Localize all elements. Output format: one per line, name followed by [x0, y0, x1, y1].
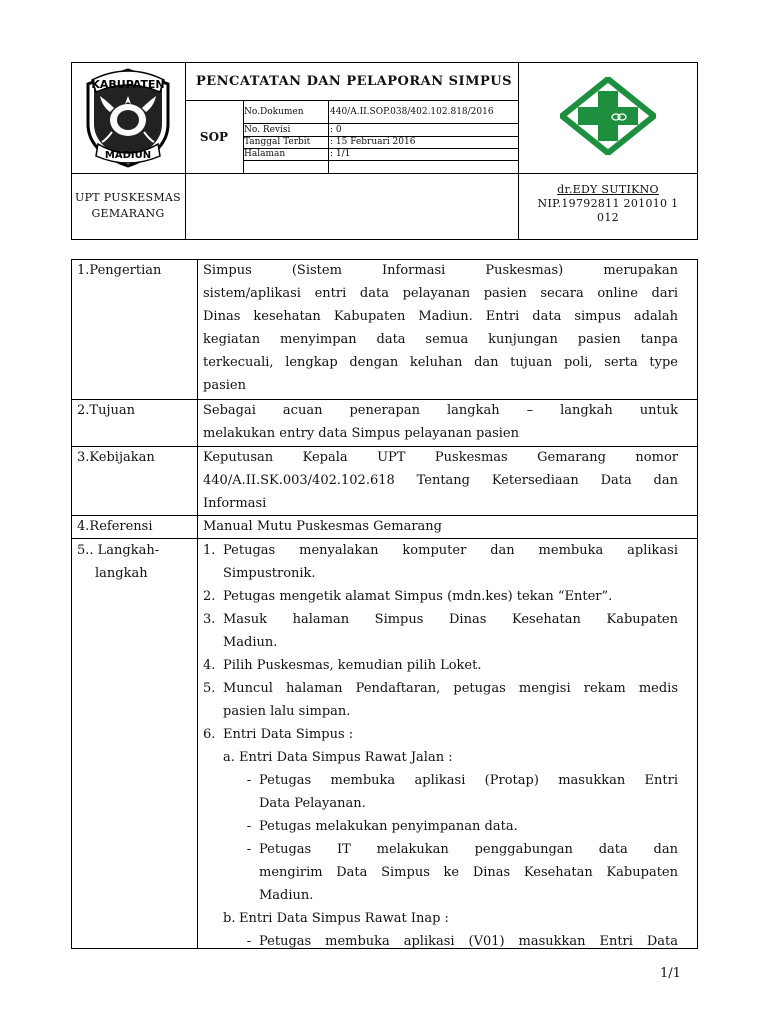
- label-langkah: [77, 539, 197, 585]
- text-line: Keputusan Kepala UPT Puskesmas Gemarang nomor: [203, 450, 678, 465]
- text-line: kegiatan menyimpan data semua kunjungan pasien tanpa: [203, 332, 678, 347]
- meta-value: : 1/1: [330, 149, 351, 159]
- text-line: terkecuali, lengkap dengan keluhan dan tujuan poli, serta type: [203, 355, 678, 370]
- step-item: 2. Petugas mengetik alamat Simpus (mdn.kes) tekan “Enter”.: [203, 589, 613, 604]
- meta-key: Halaman: [244, 149, 286, 159]
- meta-value: : 15 Februari 2016: [330, 137, 416, 147]
- logo-bottom-text: MADIUN: [104, 150, 152, 161]
- signer-name: dr.EDY SUTIKNO: [557, 183, 659, 196]
- step-item: 3. Masuk halaman Simpus Dinas Kesehatan Kabupaten Madiun.: [203, 612, 678, 650]
- puskesmas-logo: [560, 77, 656, 155]
- label-langkah-line-2: langkah: [95, 566, 148, 581]
- label-kebijakan: 3.Kebijakan: [77, 450, 155, 465]
- step-item: 6. Entri Data Simpus :: [203, 727, 354, 742]
- dash-item: - Petugas membuka aplikasi (Protap) masukkan Entri Data Pelayanan.: [246, 773, 678, 811]
- substep-rawat-jalan: a. Entri Data Simpus Rawat Jalan :: [223, 750, 453, 765]
- text-line: Dinas kesehatan Kabupaten Madiun. Entri data simpus adalah: [203, 309, 678, 324]
- text-line: Informasi: [203, 496, 267, 511]
- sop-label: SOP: [199, 130, 229, 144]
- step-item: 4. Pilih Puskesmas, kemudian pilih Loket.: [203, 658, 482, 673]
- text-line: melakukan entry data Simpus pelayanan pasien: [203, 426, 519, 441]
- meta-row-dokumen: [244, 106, 518, 119]
- unit-line-1: UPT PUSKESMAS: [75, 191, 181, 204]
- content-referensi: [203, 515, 678, 538]
- dash-item: - Petugas membuka aplikasi (V01) masukkan Entri Data: [246, 934, 678, 949]
- text-line: 440/A.II.SK.003/402.102.618 Tentang Ketersediaan Data dan: [203, 473, 678, 488]
- unit-name: [72, 190, 184, 222]
- substep-rawat-inap: b. Entri Data Simpus Rawat Inap :: [223, 911, 449, 926]
- meta-key: No. Revisi: [244, 125, 291, 135]
- meta-value: : 0: [330, 125, 342, 135]
- content-tujuan: [203, 399, 678, 445]
- document-title: PENCATATAN DAN PELAPORAN SIMPUS: [195, 74, 513, 89]
- step-item: 1. Petugas menyalakan komputer dan membuka aplikasi Simpustronik.: [203, 543, 678, 581]
- dash-item: - Petugas melakukan penyimpanan data.: [246, 819, 518, 834]
- text-line: Sebagai acuan penerapan langkah – langkah untuk: [203, 403, 678, 418]
- step-item: 5. Muncul halaman Pendaftaran, petugas mengisi rekam medis pasien lalu simpan.: [203, 681, 678, 719]
- content-pengertian: [203, 259, 678, 397]
- text-line: sistem/aplikasi entri data pelayanan pasien secara online dari: [203, 286, 678, 301]
- label-pengertian: 1.Pengertian: [77, 263, 162, 278]
- text-line: Simpus (Sistem Informasi Puskesmas) merupakan: [203, 263, 678, 278]
- page-number: 1/1: [660, 966, 681, 981]
- signer-block: [518, 183, 698, 225]
- text-line: Manual Mutu Puskesmas Gemarang: [203, 519, 442, 534]
- meta-key: Tanggal Terbit: [244, 137, 311, 147]
- logo-top-text: KABUPATEN: [91, 78, 165, 91]
- unit-line-2: GEMARANG: [91, 207, 165, 220]
- label-referensi: 4.Referensi: [77, 519, 153, 534]
- meta-row-halaman: [244, 148, 518, 161]
- kabupaten-madiun-logo: [76, 66, 180, 170]
- meta-value: 440/A.II.SOP.038/402.102.818/2016: [330, 107, 494, 117]
- label-langkah-line-1: 5.. Langkah-: [77, 543, 160, 558]
- signer-nip-1: NIP.19792811 201010 1: [537, 197, 679, 210]
- text-line: pasien: [203, 378, 246, 393]
- label-tujuan: 2.Tujuan: [77, 403, 135, 418]
- content-kebijakan: [203, 446, 678, 515]
- meta-key: No.Dokumen: [244, 107, 304, 117]
- signer-nip-2: 012: [597, 211, 619, 224]
- content-langkah: [203, 539, 678, 953]
- dash-item: - Petugas IT melakukan penggabungan data dan mengirim Data Simpus ke Dinas Kesehatan Kabupaten Madiun.: [246, 842, 678, 903]
